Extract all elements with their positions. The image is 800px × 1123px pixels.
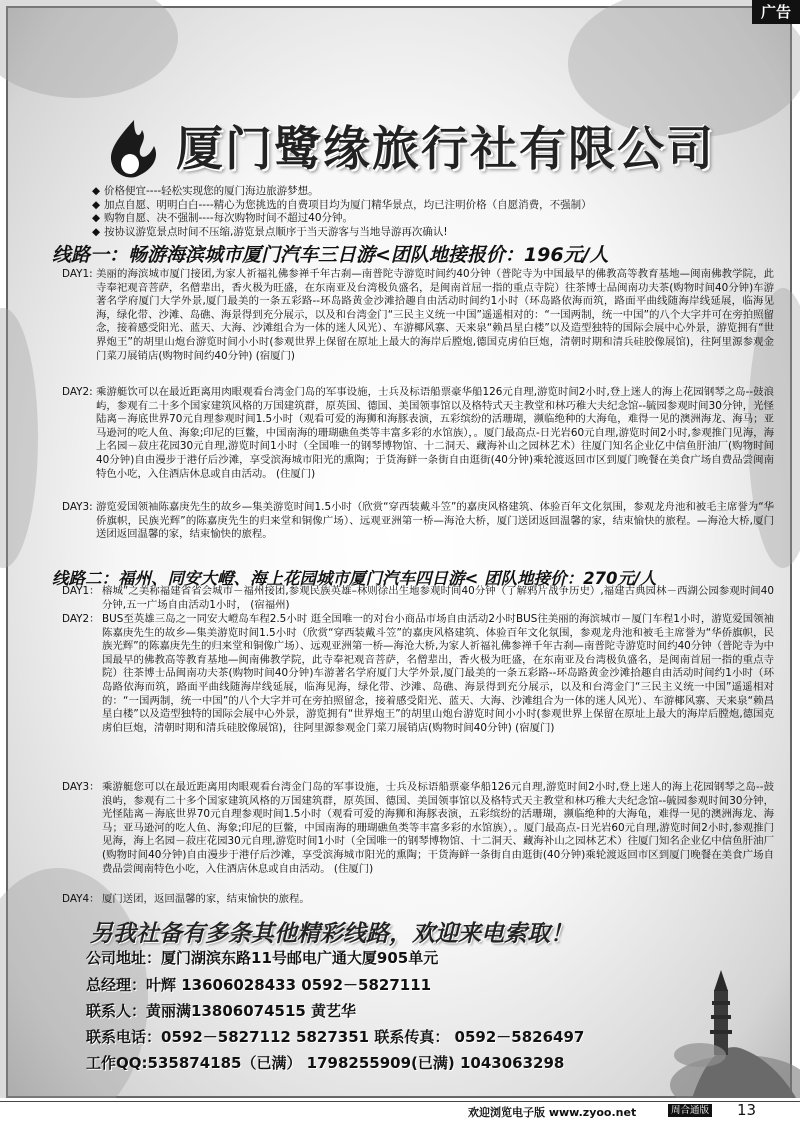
day-label: DAY1: [62,268,93,280]
route-1-title: 线路一：畅游海滨城市厦门汽车三日游<团队地接报价：196元/人 [52,244,609,266]
route-1-day-1 [62,268,774,363]
route-2-day-4 [62,893,774,907]
contact-qq: 工作QQ:535874185（已满） 1798255909(已满) 1043063298 [86,1054,565,1072]
route-2-title: 线路二：福州、同安大嶝、海上花园城市厦门汽车四日游< 团队地接价：270元/人 [52,569,657,588]
footer-site-text: 欢迎浏览电子版 www.zyoo.net [468,1106,637,1119]
route-1-day-3 [62,501,774,542]
day-text: 美丽的海滨城市厦门接团,为家人祈福礼佛参禅千年古刹—南普陀寺游览时间约40分钟（普陀寺为中国最早的佛教高等教育基地—闽南佛教学院，此寺奉祀观音菩萨，名僧辈出，香火极为旺盛，在东南亚及台湾极负盛名，是闽南首屈一指的重点寺院）往茶博士品闽南功夫茶(购物时间40分钟)车游著名学府厦门大学外景,厦门最美的一条五彩路--环岛路黄金沙滩拾趣自由活动时间约1小时（环岛路依海而筑，路面平曲线随海岸线延展，临海见海，绿化带、沙滩、岛礁、海景得到充分展示，以及和台湾金门“三民主义统一中国”遥遥相对的：“一国两制，统一中国”的八个大字并可在旁拍照留念，接着感受阳光、蓝天、大海、沙滩组合为一体的迷人风光）、车游椰风寨、天来泉“赖昌星白楼”以及造型独特的国际会展中心外景，游览拥有“世界炮王”的胡里山炮台游览时间小小时(参观世界上保留在原址上最大的海岸后膛炮,德国克虏伯巨炮，清朝时期和清兵硅胶像展馆)，往阿里源参观金门菜刀展销店(购物时间约40分钟) (宿厦门) [96,268,774,362]
pagoda-tower-icon [650,935,800,1105]
intro-item: ◆ 按协议游览景点时间不压缩,游览景点顺序于当天游客与当地导游再次确认! [92,225,448,238]
day-text: BUS至英雄三岛之一同安大嶝岛车程2.5小时 逛全国唯一的对台小商品市场自由活动2小时BUS往美丽的海滨城市－厦门车程1小时，游览爱国领袖陈嘉庚先生的故乡—集美游览时间1.5小时（欣赏“穿西装戴斗笠”的嘉庚风格建筑、体验百年文化氛围，参观龙舟池和被毛主席誉为“华侨旗帜，民族光辉”的陈嘉庚先生的归来堂和铜像广场）、远观亚洲第一桥—海沧大桥,为家人祈福礼佛参禅千年古刹—南普陀寺游览时间约40分钟（普陀寺为中国最早的佛教高等教育基地—闽南佛教学院，此寺奉祀观音菩萨，名僧辈出，香火极为旺盛，在东南亚及台湾极负盛名，是闽南首屈一指的重点寺院）往茶博士品闽南功夫茶(购物时间40分钟)车游著名学府厦门大学外景,厦门最美的一条五彩路--环岛路黄金沙滩拾趣自由活动时间约1小时（环岛路依海而筑，路面平曲线随海岸线延展，临海见海，绿化带、沙滩、岛礁、海景得到充分展示，以及和台湾金门“三民主义统一中国”遥遥相对的：“一国两制，统一中国”的八个大字并可在旁拍照留念，接着感受阳光、蓝天、大海、沙滩组合为一体的迷人风光）、车游椰风寨、天来泉“赖昌星白楼”以及造型独特的国际会展中心外景，游览拥有“世界炮王”的胡里山炮台游览时间小小时(参观世界上保留在原址上最大的海岸后膛炮,德国克虏伯巨炮，清朝时期和清兵硅胶像展馆)，往阿里源参观金门菜刀展销店(购物时间40分钟) (宿厦门) [102,613,774,734]
diamond-bullet-icon: ◆ [92,198,101,211]
day-label: DAY1： [62,585,100,597]
intro-list [92,185,712,239]
route-2-day-2 [62,613,774,735]
leaf-decoration [0,0,178,98]
company-logo-icon [104,118,164,180]
company-title: 厦门鹭缘旅行社有限公司 [176,122,715,177]
day-text: 游览爱国领袖陈嘉庚先生的故乡—集美游览时间1.5小时（欣赏“穿西装戴斗笠”的嘉庚风格建筑、体验百年文化氛围，参观龙舟池和被毛主席誉为“华侨旗帜，民族光辉”的陈嘉庚先生的归来堂和铜像广场）、远观亚洲第一桥—海沧大桥，厦门送团返回温馨的家，结束愉快的旅程。—海沧大桥,厦门送团返回温馨的家，结束愉快的旅程。 [96,501,774,541]
intro-item: ◆ 购物自愿、决不强制----每次购物时间不超过40分钟。 [92,212,354,224]
intro-item: ◆ 价格便宜----轻松实现您的厦门海边旅游梦想。 [92,185,319,197]
day-label: DAY4： [62,893,100,905]
route-2-day-3 [62,781,774,876]
footer-divider [0,1101,800,1102]
footer-badge: 周合通版 [668,1104,712,1117]
day-label: DAY3: [62,501,93,513]
diamond-bullet-icon: ◆ [92,212,101,224]
diamond-bullet-icon: ◆ [92,185,101,197]
diamond-bullet-icon: ◆ [92,225,101,238]
day-label: DAY2： [62,613,100,625]
day-label: DAY3： [62,781,100,793]
contact-phone-fax: 联系电话：0592－5827112 5827351 联系传真： 0592－5826497 [86,1028,585,1046]
contact-person: 联系人：黄丽满13806074515 黄艺华 [86,1002,357,1020]
day-text: 厦门送团，返回温馨的家，结束愉快的旅程。 [102,893,310,905]
day-label: DAY2: [62,386,93,398]
promo-banner: 另我社备有多条其他精彩线路，欢迎来电索取！ [90,921,573,947]
intro-item: ◆ 加点自愿、明明白白----精心为您挑选的自费项目均为厦门精华景点，均已注明价格（自愿消费，不强制） [92,198,592,211]
contact-manager: 总经理：叶辉 13606028433 0592－5827111 [86,976,432,994]
leaf-decoration [0,308,38,568]
day-text: 乘游艇您可以在最近距离用肉眼观看台湾金门岛的军事设施，士兵及标语船票豪华船126元自理,游览时间2小时,登上迷人的海上花园钢琴之岛--鼓浪屿，参观有二十多个国家建筑风格的万国建筑群，原英国、德国、美国领事馆以及格特式天主教堂和林巧稚大夫纪念馆--毓园参观时间30分钟，光怪陆离－海底世界70元自理参观时间1.5小时（观看可爱的海狮和海豚表演，五彩缤纷的活珊瑚，濒临绝种的大海龟，难得一见的澳洲海龙、海马；亚马逊河的吃人鱼、海象;印尼的巨鳖，中国南海的珊瑚礁鱼类等丰富多彩的水馆族），。厦门最高点-日光岩60元自理,游览时间2小时,参观推门见海，海上名园－菽庄花园30元自理,游览时间1小时（全国唯一的钢琴博物馆、十二洞天、藏海补山之园林艺术）往厦门知名企业亿中信鱼肝油厂(购物时间40分钟)自由漫步于港仔后沙滩，享受滨海城市阳光的熏陶；干货海鲜一条街自由逛街(40分钟)乘轮渡返回市区到厦门晚餐在美食广场自费品尝闽南特色小吃，入住酒店休息或自由活动。 (住厦门) [102,781,774,875]
route-2-day-1 [62,585,774,612]
contact-address: 公司地址：厦门湖滨东路11号邮电广通大厦905单元 [86,949,439,967]
ad-tag: 广告 [752,0,800,24]
route-1-day-2 [62,386,774,481]
day-text: 榕城”之美称福建省省会城市－福州接团,参观民族英雄–林则徐出生地参观时间40分钟（了解鸦片战争历史）,福建古典园林－西湖公园参观时间40分钟,五一广场自由活动1小时， (宿福州) [102,585,774,611]
page-number: 13 [737,1101,757,1119]
day-text: 乘游艇饮可以在最近距离用肉眼观看台湾金门岛的军事设施，士兵及标语船票豪华船126元自理,游览时间2小时,登上迷人的海上花园钢琴之岛--鼓浪屿，参观有二十多个国家建筑风格的万国建筑群，原英国、德国、美国领事馆以及格特式天主教堂和林巧稚大夫纪念馆--毓园参观时间30分钟，光怪陆离－海底世界70元自理参观时间1.5小时（观看可爱的海狮和海豚表演，五彩缤纷的活珊瑚，濒临绝种的大海龟，难得一见的澳洲海龙、海马；亚马逊河的吃人鱼、海象;印尼的巨鳖，中国南海的珊瑚礁鱼类等丰富多彩的水馆族），。厦门最高点-日光岩60元自理,游览时间2小时,参观推门见海，海上名园－菽庄花园30元自理,游览时间1小时（全国唯一的钢琴博物馆、十二洞天、藏海补山之园林艺术）往厦门知名企业亿中信鱼肝油厂(购物时间40分钟)自由漫步于港仔后沙滩，享受滨海城市阳光的熏陶；于货海鲜一条街自由逛街(40分钟)乘轮渡返回市区到厦门晚餐在美食广场自费品尝闽南特色小吃，入住酒店休息或自由活动。 (住厦门) [96,386,774,480]
page-footer [0,1098,800,1123]
